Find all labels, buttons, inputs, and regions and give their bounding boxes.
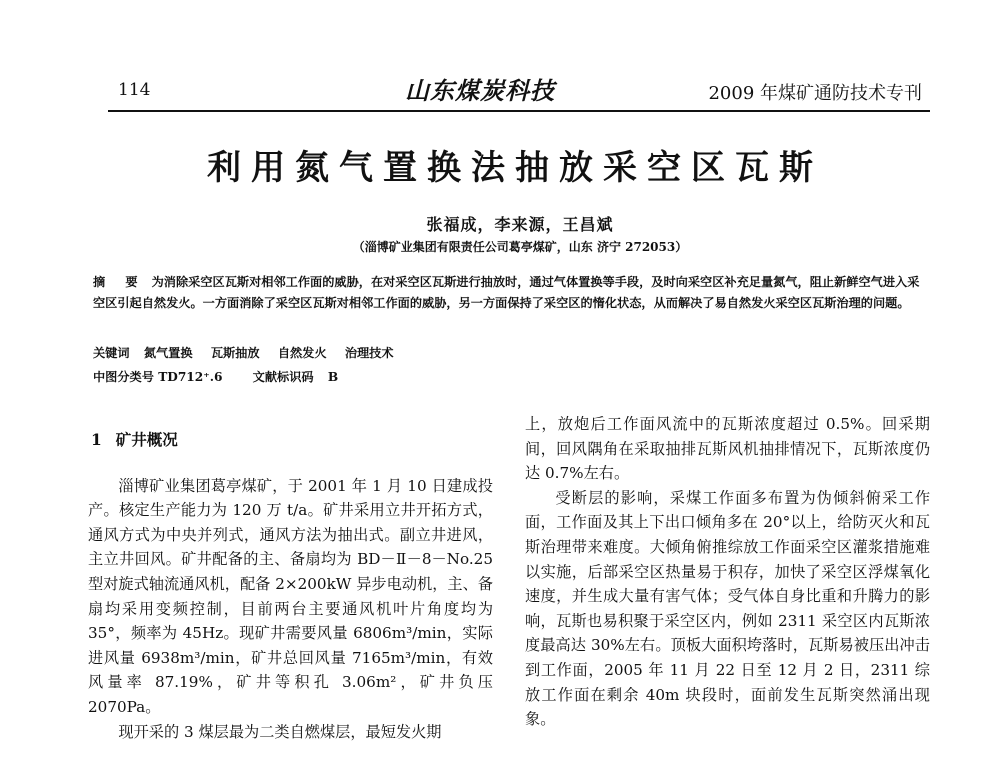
issue-title: 2009 年煤矿通防技术专刊 bbox=[708, 83, 922, 104]
page-number: 114 bbox=[118, 80, 151, 100]
section-number: 1 bbox=[91, 430, 102, 449]
authors: 张福成，李来源，王昌斌 bbox=[426, 215, 614, 234]
keywords-label: 关键词 bbox=[93, 346, 130, 360]
doc-code-value: B bbox=[327, 370, 339, 384]
keyword: 自然发火 bbox=[277, 346, 327, 360]
right-column bbox=[525, 412, 930, 732]
section-heading bbox=[91, 428, 493, 453]
header-rule bbox=[108, 110, 930, 112]
journal-logo: 山东煤炭科技 bbox=[405, 76, 555, 105]
keyword: 瓦斯抽放 bbox=[210, 346, 260, 360]
left-column bbox=[88, 424, 493, 744]
clc-label: 中图分类号 bbox=[93, 370, 154, 384]
paragraph: 淄博矿业集团葛亭煤矿，于 2001 年 1 月 10 日建成投产。核定生产能力为 120 万 t/a。矿井采用立井开拓方式，通风方式为中央并列式，通风方法为抽出式。副立井进风，主立井回风。矿井配备的主、备扇均为 BD－Ⅱ－8－No.25 型对旋式轴流通风机，配备 2×200kW 异步电动机，主、备扇均采用变频控制，目前两台主要通风机叶片角度均为 35°，频率为 45Hz。现矿井需要风量 6806m³/min，实际进风量 6938m³/min，矿井总回风量 7165m³/min，有效风量率 87.19%，矿井等积孔 3.06m²，矿井负压 2070Pa。 bbox=[88, 476, 493, 716]
keyword: 氮气置换 bbox=[143, 346, 193, 360]
paragraph: 上，放炮后工作面风流中的瓦斯浓度超过 0.5%。回采期间，回风隅角在采取抽排瓦斯风机抽排情况下，瓦斯浓度仍达 0.7%左右。 bbox=[525, 415, 930, 483]
clc-value: TD712⁺.6 bbox=[158, 370, 223, 384]
doc-code-label: 文献标识码 bbox=[252, 370, 314, 384]
paragraph: 现开采的 3 煤层最为二类自燃煤层，最短发火期 bbox=[118, 722, 442, 741]
article-title: 利用氮气置换法抽放采空区瓦斯 bbox=[207, 148, 823, 188]
paragraph: 受断层的影响，采煤工作面多布置为伪倾斜俯采工作面，工作面及其上下出口倾角多在 20°以上，给防灭火和瓦斯治理带来难度。大倾角俯推综放工作面采空区灌浆措施难以实施，后部采空区热量易于积存，加快了采空区浮煤氧化速度，并生成大量有害气体；受气体自身比重和升腾力的影响，瓦斯也易积聚于采空区内，例如 2311 采空区内瓦斯浓度最高达 30%左右。顶板大面积垮落时，瓦斯易被压出冲击到工作面，2005 年 11 月 22 日至 12 月 2 日，2311 综放工作面在剩余 40m 块段时，面前发生瓦斯突然涌出现象。 bbox=[525, 488, 930, 729]
abstract bbox=[93, 272, 928, 314]
section-title: 矿井概况 bbox=[115, 430, 178, 449]
affiliation: （淄博矿业集团有限责任公司葛亭煤矿，山东 济宁 272053） bbox=[352, 240, 688, 254]
keywords bbox=[93, 344, 408, 361]
abstract-text: 为消除采空区瓦斯对相邻工作面的威胁，在对采空区瓦斯进行抽放时，通过气体置换等手段，及时向采空区补充足量氮气，阻止新鲜空气进入采空区引起自然发火。一方面消除了采空区瓦斯对相邻工作面的威胁，另一方面保持了采空区的惰化状态，从而解决了易自然发火采空区瓦斯治理的问题。 bbox=[93, 275, 920, 310]
keyword: 治理技术 bbox=[344, 346, 394, 360]
classification bbox=[93, 368, 338, 385]
abstract-label: 摘 要 bbox=[93, 275, 146, 289]
